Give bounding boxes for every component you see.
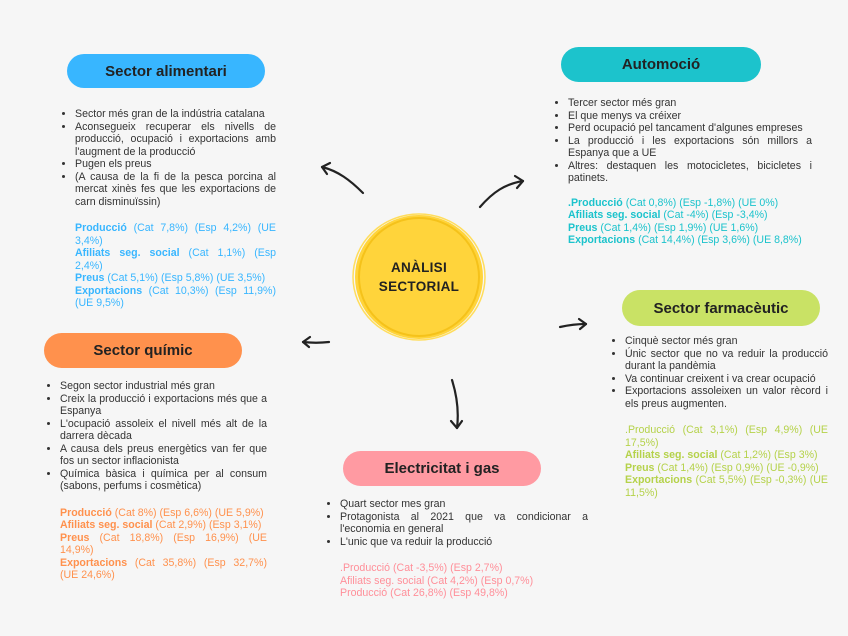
stat-value: (Cat 3,1%) (Esp 4,9%) (UE 17,5%): [625, 424, 828, 449]
stat-value: (Cat 26,8%) (Esp 49,8%): [390, 587, 508, 599]
quimic-content: [46, 380, 267, 582]
stat-row: [75, 272, 276, 285]
stat-value: (Cat 8%) (Esp 6,6%) (UE 5,9%): [114, 506, 264, 519]
list-item: • Sector més gran de la indústria catalana: [75, 108, 276, 121]
stat-row: [625, 424, 828, 449]
stat-value: (Cat -4%) (Esp -3,4%): [663, 209, 768, 221]
stat-value: (Cat 1,2%) (Esp 3%): [720, 449, 818, 461]
stat-row: [340, 575, 588, 588]
electricitat-title: Electricitat i gas: [384, 460, 500, 477]
arrow-to-electricitat: [445, 376, 473, 436]
list-item: • Exportacions assoleixen un valor rècord i els preus augmenten.: [625, 385, 828, 410]
stat-label: .Producció: [340, 562, 391, 574]
stat-value: (Cat 35,8%) (Esp 32,7%) (UE 24,6%): [60, 556, 267, 581]
central-title-line1: ANÀLISI: [390, 260, 448, 275]
stat-row: [75, 247, 276, 272]
stat-value: (Cat -3,5%) (Esp 2,7%): [393, 562, 503, 574]
stat-row: [75, 222, 276, 247]
stat-value: (Cat 7,8%) (Esp 4,2%) (UE 3,4%): [75, 222, 276, 247]
stat-row: [60, 519, 267, 532]
quimic-bullets: [46, 380, 267, 493]
stat-label: Afiliats seg. social: [340, 574, 425, 587]
stat-value: (Cat 5,5%) (Esp -0,3%) (UE 11,5%): [625, 474, 828, 499]
stat-label: Producció: [340, 587, 388, 599]
stat-label: .Producció: [568, 196, 623, 209]
quimic-title: Sector químic: [93, 342, 193, 359]
alimentari-stats: [61, 222, 276, 310]
central-title-line2: SECTORIAL: [378, 279, 460, 294]
stat-value: (Cat 4,2%) (Esp 0,7%): [427, 574, 534, 587]
stat-label: Exportacions: [625, 474, 693, 486]
stat-label: Exportacions: [75, 284, 143, 297]
central-title: [352, 213, 486, 341]
stat-label: Preus: [568, 221, 598, 234]
stat-row: [625, 474, 828, 499]
list-item: • L'ocupació assoleix el nivell més alt de la darrera dècada: [60, 418, 267, 443]
stat-row: [60, 557, 267, 582]
stat-label: Producció: [75, 222, 127, 234]
stat-row: [568, 222, 812, 235]
list-item: • La producció i les exportacions són millors a Espanya que a UE: [568, 135, 812, 160]
arrow-to-farmaceutic: [556, 314, 592, 334]
stat-value: (Cat 5,1%) (Esp 5,8%) (UE 3,5%): [107, 272, 266, 284]
alimentari-title: Sector alimentari: [105, 62, 227, 80]
automocio-title: Automoció: [621, 56, 701, 73]
farmaceutic-bullets: [611, 335, 828, 410]
stat-row: [568, 209, 812, 222]
stat-value: (Cat 1,4%) (Esp 1,9%) (UE 1,6%): [600, 221, 759, 234]
list-item: • Aconsegueix recuperar els nivells de producció, ocupació i exportacions amb l'augment de la producció: [75, 121, 276, 159]
stat-label: Exportacions: [60, 556, 128, 569]
stat-value: (Cat 1,4%) (Esp 0,9%) (UE -0,9%): [657, 461, 819, 474]
list-item: • L'unic que va reduir la producció: [340, 536, 588, 549]
stat-label: Afiliats seg. social: [75, 247, 180, 259]
list-item: • Tercer sector més gran: [568, 97, 812, 110]
alimentari-bullets: [61, 108, 276, 208]
list-item: • Va continuar creixent i va crear ocupació: [625, 373, 828, 386]
stat-row: [625, 462, 828, 475]
automocio-content: [554, 97, 812, 247]
stat-label: Exportacions: [568, 234, 636, 246]
stat-label: .Producció: [625, 424, 676, 436]
farmaceutic-title-pill[interactable]: [622, 290, 820, 326]
stat-value: (Cat 0,8%) (Esp -1,8%) (UE 0%): [625, 196, 779, 209]
arrow-to-quimic: [298, 332, 334, 352]
electricitat-content: [326, 498, 588, 600]
stat-label: Afiliats seg. social: [60, 519, 153, 531]
list-item: • Perd ocupació pel tancament d'algunes empreses: [568, 122, 812, 135]
stat-value: (Cat 10,3%) (Esp 11,9%) (UE 9,5%): [75, 284, 276, 309]
alimentari-content: [61, 108, 276, 310]
arrow-to-alimentari: [310, 155, 370, 200]
list-item: • (A causa de la fi de la pesca porcina al mercat xinès fes que les exportacions de carn disminuïssin): [75, 171, 276, 209]
farmaceutic-content: [611, 335, 828, 499]
stat-value: (Cat 2,9%) (Esp 3,1%): [155, 519, 262, 531]
stat-label: Producció: [60, 506, 112, 519]
stat-row: [340, 562, 588, 575]
list-item: • Cinquè sector més gran: [625, 335, 828, 348]
quimic-stats: [46, 507, 267, 582]
list-item: • Altres: destaquen les motocicletes, bicicletes i patinets.: [568, 160, 812, 185]
farmaceutic-stats: [611, 424, 828, 499]
list-item: • A causa dels preus energètics van fer que fos un sector inflacionista: [60, 443, 267, 468]
stat-value: (Cat 14,4%) (Esp 3,6%) (UE 8,8%): [638, 234, 802, 246]
stat-row: [75, 285, 276, 310]
list-item: • Únic sector que no va reduir la producció durant la pandèmia: [625, 348, 828, 373]
central-node[interactable]: [352, 213, 486, 341]
electricitat-stats: [326, 562, 588, 600]
automocio-bullets: [554, 97, 812, 185]
stat-value: (Cat 18,8%) (Esp 16,9%) (UE 14,9%): [60, 531, 267, 556]
arrow-to-automocio: [475, 172, 531, 212]
quimic-title-pill[interactable]: [44, 333, 242, 368]
stat-row: [60, 507, 267, 520]
list-item: • Segon sector industrial més gran: [60, 380, 267, 393]
list-item: • Protagonista al 2021 que va condicionar a l'economia en general: [340, 511, 588, 536]
list-item: • Química bàsica i química per al consum (sabons, perfums i cosmètica): [60, 468, 267, 493]
stat-value: (Cat 1,1%) (Esp 2,4%): [75, 247, 277, 272]
automocio-title-pill[interactable]: [561, 47, 761, 82]
stat-label: Preus: [625, 461, 655, 474]
automocio-stats: [554, 197, 812, 247]
stat-label: Afiliats seg. social: [568, 209, 661, 221]
farmaceutic-title: Sector farmacèutic: [653, 299, 789, 317]
stat-row: [625, 449, 828, 462]
list-item: • Creix la producció i exportacions més que a Espanya: [60, 393, 267, 418]
electricitat-title-pill[interactable]: [343, 451, 541, 486]
alimentari-title-pill[interactable]: [67, 54, 265, 88]
stat-row: [568, 234, 812, 247]
stat-label: Afiliats seg. social: [625, 449, 718, 461]
stat-row: [60, 532, 267, 557]
stat-row: [568, 197, 812, 210]
list-item: • Quart sector mes gran: [340, 498, 588, 511]
stat-label: Preus: [75, 272, 105, 284]
list-item: • El que menys va créixer: [568, 110, 812, 123]
electricitat-bullets: [326, 498, 588, 548]
stat-row: [340, 587, 588, 600]
list-item: • Pugen els preus: [75, 158, 276, 171]
stat-label: Preus: [60, 531, 90, 544]
